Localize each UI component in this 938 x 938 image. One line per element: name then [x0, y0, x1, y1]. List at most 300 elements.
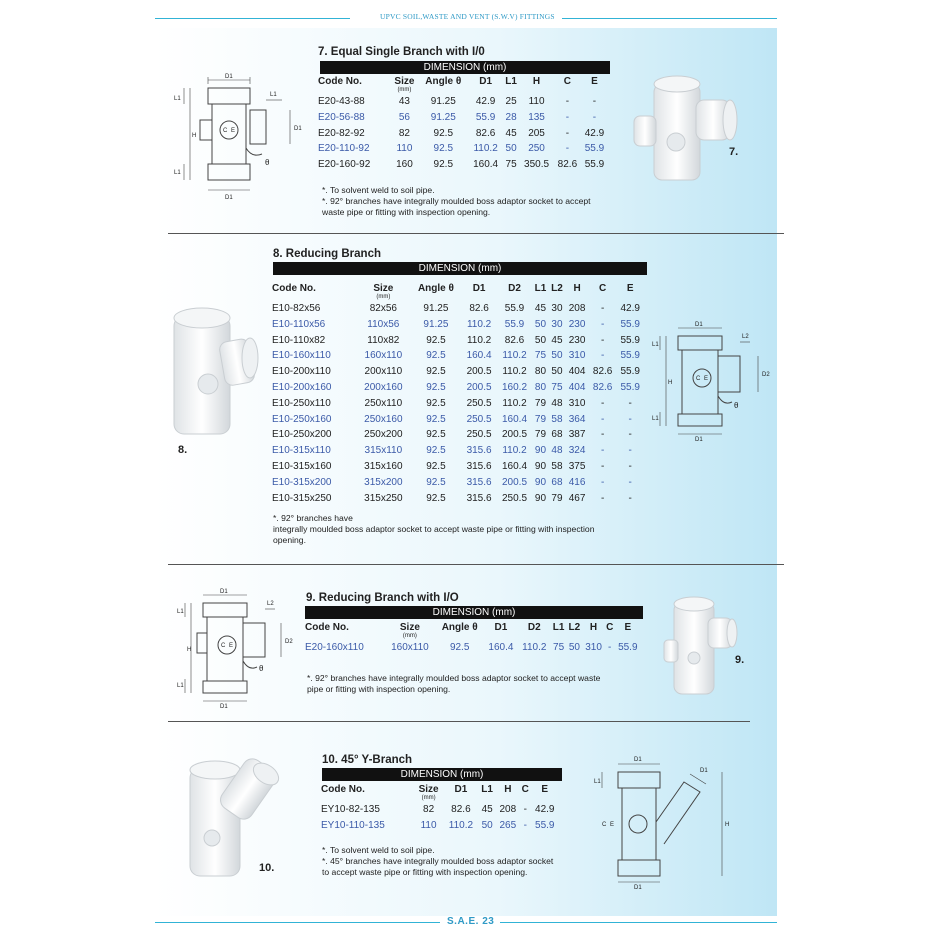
- table-cell: -: [628, 413, 632, 425]
- label-h: H: [192, 133, 197, 139]
- table-cell: 160.4: [473, 159, 499, 171]
- table-cell: 50: [551, 366, 563, 378]
- table-cell: 404: [568, 381, 586, 393]
- table-cell: 110.2: [473, 143, 498, 155]
- table-cell: 55.9: [504, 303, 525, 314]
- table-cell: 92.5: [426, 397, 446, 409]
- column-header: [384, 622, 435, 640]
- table-cell: 160.4: [501, 413, 528, 425]
- label-l1-bottom: L1: [652, 416, 659, 422]
- table-row: [318, 141, 608, 157]
- column-header: [318, 76, 391, 94]
- label-l1: L1: [594, 779, 601, 785]
- table-cell: 92.5: [426, 460, 446, 472]
- table-cell: -: [628, 460, 632, 472]
- footer-rule-right: [500, 922, 777, 923]
- table-cell: 30: [551, 318, 563, 330]
- table-cell: 82.6: [475, 127, 496, 139]
- table-cell: -: [600, 397, 605, 409]
- table-cell: 42.9: [475, 96, 496, 107]
- column-header-label: L1: [505, 76, 517, 87]
- column-header-label: E: [541, 784, 549, 795]
- table-cell: 310: [585, 642, 602, 653]
- table-cell: 200x160: [364, 381, 403, 393]
- column-header-label: L1: [534, 283, 547, 294]
- label-d2: D2: [762, 372, 770, 378]
- section-divider: [168, 721, 750, 722]
- table-cell: 50: [481, 819, 493, 831]
- table-cell: 90: [534, 492, 547, 504]
- section-9-dimension-bar: DIMENSION (mm): [305, 606, 643, 619]
- table-cell: 68: [551, 429, 563, 441]
- header-rule-right: [562, 18, 777, 19]
- label-d1-bottom: D1: [220, 704, 228, 710]
- code-cell: E20-110-92: [318, 143, 370, 155]
- table-cell: 404: [568, 366, 586, 378]
- table-cell: 82x56: [369, 303, 397, 314]
- table-cell: 82.6: [469, 303, 489, 314]
- code-cell: E10-250x200: [272, 429, 332, 441]
- table-cell: -: [600, 429, 605, 441]
- table-cell: 92.5: [433, 127, 454, 139]
- column-header-label: Code No.: [321, 784, 365, 795]
- section-7-title: 7. Equal Single Branch with I/0: [318, 46, 485, 58]
- table-cell: 160.4: [501, 460, 528, 472]
- table-cell: 265: [499, 819, 517, 831]
- table-cell: 92.5: [426, 350, 446, 362]
- size-unit: (mm): [376, 294, 391, 300]
- table-cell: 200.5: [466, 366, 492, 378]
- label-c: C: [696, 376, 701, 382]
- table-cell: 110x82: [367, 334, 400, 346]
- label-c: C: [602, 822, 607, 828]
- table-cell: 91.25: [423, 303, 449, 314]
- section-7-dimension-bar: DIMENSION (mm): [320, 61, 610, 74]
- section-9-notes: [307, 673, 647, 695]
- code-cell: E10-160x110: [272, 350, 331, 362]
- column-header-label: Code No.: [318, 76, 362, 87]
- table-cell: 208: [568, 303, 586, 314]
- table-cell: 208: [499, 804, 517, 815]
- table-cell: 160.4: [466, 350, 492, 362]
- note-line: pipe or fitting with inspection opening.: [307, 684, 451, 694]
- table-cell: 80: [534, 381, 547, 393]
- note-line: *. To solvent weld to soil pipe.: [322, 845, 435, 855]
- table-row: [318, 126, 608, 142]
- column-header-label: C: [606, 622, 614, 633]
- table-cell: -: [600, 445, 605, 457]
- table-cell: 82.6: [504, 334, 525, 346]
- footer-page-label: [447, 916, 494, 927]
- table-cell: 160.4: [488, 642, 514, 653]
- size-unit: (mm): [402, 633, 417, 639]
- table-cell: 90: [534, 445, 547, 457]
- label-e: E: [610, 822, 615, 828]
- code-cell: EY10-110-135: [321, 819, 385, 831]
- column-header: [518, 622, 551, 640]
- table-cell: 79: [534, 429, 547, 441]
- table-cell: 324: [568, 445, 586, 457]
- column-header-label: D2: [527, 622, 541, 633]
- table-cell: 315.6: [466, 492, 492, 504]
- label-l1-top: L1: [177, 609, 184, 615]
- table-cell: 92.5: [426, 429, 446, 441]
- column-header-label: Size: [418, 784, 439, 795]
- table-cell: 42.9: [620, 303, 640, 314]
- table-cell: 387: [568, 429, 586, 441]
- code-cell: E10-250x110: [272, 397, 331, 409]
- table-row: [272, 443, 644, 459]
- table-cell: 82.6: [592, 381, 613, 393]
- code-cell: E10-110x82: [272, 334, 326, 346]
- label-e: E: [704, 376, 709, 382]
- code-cell: E10-315x200: [272, 476, 332, 488]
- table-row: [272, 427, 644, 443]
- table-cell: -: [628, 492, 632, 504]
- column-header-label: Code No.: [305, 622, 349, 633]
- note-line: to accept waste pipe or fitting with inspection opening.: [322, 867, 528, 877]
- size-unit: (mm): [421, 795, 436, 801]
- column-header: [484, 622, 518, 640]
- column-header: [461, 283, 496, 301]
- table-row: [272, 380, 644, 396]
- column-header-label: L1: [481, 784, 493, 795]
- table-row: [318, 110, 608, 126]
- table-cell: -: [600, 476, 605, 488]
- column-header-label: L2: [551, 283, 563, 294]
- table-row: [272, 459, 644, 475]
- column-header: [321, 784, 414, 802]
- table-cell: 75: [505, 159, 517, 171]
- column-header-label: D1: [479, 76, 493, 87]
- table-cell: 160x110: [364, 350, 403, 362]
- table-cell: 315.6: [466, 445, 492, 457]
- table-cell: 92.5: [426, 366, 446, 378]
- column-header-label: H: [504, 784, 512, 795]
- note-line: waste pipe or fitting with inspection opening.: [322, 207, 491, 217]
- column-header-label: L2: [568, 622, 581, 633]
- table-header-row: [318, 76, 608, 94]
- table-cell: -: [600, 350, 605, 362]
- label-l1-side: L1: [270, 92, 277, 98]
- label-d1-top: D1: [225, 74, 233, 80]
- note-line: opening.: [273, 535, 306, 545]
- label-theta: θ: [734, 401, 739, 410]
- table-cell: 43: [398, 96, 410, 107]
- table-cell: 160.2: [501, 381, 528, 393]
- label-l1-top: L1: [652, 342, 659, 348]
- column-header-label: D2: [508, 283, 521, 294]
- table-header-row: [272, 283, 644, 301]
- code-cell: E20-82-92: [318, 127, 365, 139]
- table-cell: 92.5: [426, 413, 446, 425]
- label-theta: θ: [265, 158, 270, 167]
- code-cell: E10-110x56: [272, 318, 326, 330]
- table-cell: 58: [551, 460, 563, 472]
- table-row: [272, 364, 644, 380]
- table-header-row: [321, 784, 559, 802]
- table-cell: 68: [551, 476, 563, 488]
- table-cell: 80: [534, 366, 547, 378]
- column-header-label: E: [626, 283, 634, 294]
- label-d1-branch: D1: [700, 768, 708, 774]
- table-cell: 75: [534, 350, 547, 362]
- section-7-dimension-diagram: [170, 70, 310, 205]
- column-header-label: C: [563, 76, 572, 87]
- column-header: [532, 283, 549, 301]
- label-l2: L2: [742, 334, 749, 340]
- section-8-dimension-bar: DIMENSION (mm): [273, 262, 647, 275]
- note-line: *. 92° branches have integrally moulded boss adaptor socket to accept: [322, 196, 591, 206]
- label-h: H: [725, 822, 730, 828]
- column-header: [554, 76, 581, 94]
- table-cell: 55.9: [535, 819, 555, 831]
- table-cell: 82: [398, 127, 410, 139]
- table-cell: 50: [568, 642, 580, 653]
- table-cell: 135: [528, 111, 545, 123]
- table-cell: 50: [551, 350, 563, 362]
- table-cell: 160: [396, 159, 413, 171]
- table-cell: 50: [534, 318, 547, 330]
- table-cell: 310: [568, 350, 586, 362]
- table-cell: -: [523, 819, 527, 831]
- column-header: [305, 622, 384, 640]
- table-cell: 110.2: [466, 334, 492, 346]
- label-c: C: [223, 128, 228, 134]
- code-cell: EY10-82-135: [321, 804, 380, 815]
- column-header: [410, 283, 461, 301]
- label-theta: θ: [259, 664, 264, 673]
- table-cell: 110.2: [448, 819, 474, 831]
- column-header: [565, 283, 589, 301]
- column-header-label: D1: [494, 622, 508, 633]
- table-cell: 250.5: [466, 429, 492, 441]
- column-header-label: C: [599, 283, 607, 294]
- column-header: [582, 622, 605, 640]
- section-8-notes: [273, 513, 653, 546]
- table-cell: 110: [420, 819, 437, 831]
- section-10-title: 10. 45° Y-Branch: [322, 754, 413, 766]
- table-cell: 250.5: [466, 413, 492, 425]
- column-header: [479, 784, 496, 802]
- column-header: [581, 76, 608, 94]
- footer-rule-left: [155, 922, 440, 923]
- equal-single-branch-io-photo: [632, 72, 742, 190]
- table-row: [318, 94, 608, 110]
- column-header-label: Code No.: [272, 283, 316, 294]
- table-row: [321, 818, 559, 834]
- code-cell: E10-315x250: [272, 492, 332, 504]
- code-cell: E10-315x110: [272, 445, 331, 457]
- column-header: [520, 784, 531, 802]
- table-cell: -: [600, 318, 605, 330]
- label-l2: L2: [267, 601, 274, 607]
- table-cell: 30: [551, 303, 563, 314]
- table-cell: 45: [481, 804, 493, 815]
- table-cell: -: [628, 445, 632, 457]
- table-cell: 92.5: [426, 381, 446, 393]
- table-cell: 160x110: [391, 642, 429, 653]
- label-d1-bottom: D1: [225, 195, 233, 201]
- column-header: [468, 76, 503, 94]
- table-cell: 250x110: [364, 397, 403, 409]
- table-cell: -: [565, 96, 570, 107]
- table-cell: 467: [568, 492, 586, 504]
- reducing-branch-io-photo: [660, 592, 740, 702]
- table-cell: 45: [534, 303, 547, 314]
- label-h: H: [187, 647, 192, 653]
- label-c: C: [221, 643, 226, 649]
- section-9-title: 9. Reducing Branch with I/O: [306, 592, 459, 604]
- table-cell: 250x200: [364, 429, 403, 441]
- table-cell: 50: [534, 334, 547, 346]
- note-line: *. 92° branches have: [273, 513, 353, 523]
- table-cell: 416: [568, 476, 586, 488]
- table-cell: 110: [396, 143, 413, 155]
- table-cell: 92.5: [426, 334, 446, 346]
- label-d1-side: D1: [294, 126, 302, 132]
- table-cell: 315.6: [466, 476, 492, 488]
- table-cell: 55.9: [475, 111, 496, 123]
- section-divider: [168, 233, 784, 234]
- column-header-label: Size: [373, 283, 394, 294]
- section-10-dimension-diagram: [592, 752, 742, 890]
- table-cell: 110.2: [522, 642, 547, 653]
- label-h: H: [668, 380, 673, 386]
- code-cell: E10-250x160: [272, 413, 332, 425]
- table-row: [272, 301, 644, 317]
- section-7-number: 7.: [729, 146, 739, 158]
- label-l1-bottom: L1: [177, 683, 184, 689]
- note-line: *. To solvent weld to soil pipe.: [322, 185, 435, 195]
- table-cell: 91.25: [430, 96, 456, 107]
- code-cell: E10-82x56: [272, 303, 321, 314]
- table-cell: 110.2: [466, 318, 492, 330]
- column-header-label: Angle θ: [417, 283, 454, 294]
- table-cell: 79: [534, 397, 547, 409]
- table-row: [321, 802, 559, 818]
- table-cell: -: [592, 96, 597, 107]
- table-cell: -: [600, 492, 605, 504]
- table-cell: 48: [551, 397, 563, 409]
- column-header: [356, 283, 410, 301]
- table-cell: 315x110: [364, 445, 403, 457]
- table-cell: -: [628, 397, 632, 409]
- column-header-label: C: [521, 784, 529, 795]
- column-header-label: L1: [552, 622, 565, 633]
- section-10-dimension-bar: DIMENSION (mm): [322, 768, 562, 781]
- table-cell: 82.6: [451, 804, 471, 815]
- footer-page-number: 23: [482, 916, 495, 927]
- table-row: [305, 640, 641, 656]
- column-header: [391, 76, 419, 94]
- column-header: [566, 622, 582, 640]
- table-cell: 42.9: [535, 804, 555, 815]
- table-cell: 92.5: [426, 445, 446, 457]
- table-cell: 55.9: [618, 642, 638, 653]
- section-8-number: 8.: [178, 444, 188, 456]
- table-cell: 90: [534, 476, 547, 488]
- table-cell: 250: [528, 143, 545, 155]
- code-cell: E20-160-92: [318, 159, 371, 171]
- table-cell: 92.5: [433, 143, 454, 155]
- table-cell: 91.25: [430, 111, 456, 123]
- table-cell: 315x160: [364, 460, 403, 472]
- table-cell: 82.6: [592, 366, 613, 378]
- column-header-label: Angle θ: [441, 622, 478, 633]
- table-cell: 200.5: [466, 381, 492, 393]
- section-10-number: 10.: [259, 862, 275, 874]
- footer-brand: S.A.E.: [447, 916, 479, 927]
- column-header-label: Size: [399, 622, 420, 633]
- label-l1-top: L1: [174, 96, 181, 102]
- code-cell: E10-315x160: [272, 460, 332, 472]
- column-header: [443, 784, 478, 802]
- column-header: [531, 784, 559, 802]
- note-line: *. 45° branches have integrally moulded boss adaptor socket: [322, 856, 554, 866]
- table-cell: 55.9: [620, 381, 640, 393]
- column-header: [589, 283, 617, 301]
- table-cell: -: [628, 476, 632, 488]
- table-cell: 48: [551, 445, 563, 457]
- table-cell: -: [608, 642, 612, 653]
- label-d1-top: D1: [634, 757, 642, 763]
- table-cell: 92.5: [433, 159, 454, 171]
- section-8-table: [272, 283, 644, 506]
- table-row: [272, 348, 644, 364]
- header-title: UPVC SOIL,WASTE AND VENT (S.W.V) FITTINGS: [380, 12, 555, 21]
- column-header: [496, 784, 520, 802]
- column-header-label: H: [573, 283, 581, 294]
- section-8-title: 8. Reducing Branch: [273, 248, 381, 260]
- table-cell: 42.9: [584, 127, 605, 139]
- table-cell: 350.5: [524, 159, 550, 171]
- table-cell: 45: [551, 334, 563, 346]
- section-8-dimension-diagram: [650, 318, 780, 443]
- table-cell: -: [523, 804, 527, 815]
- table-cell: 364: [568, 413, 586, 425]
- reducing-branch-photo: [168, 304, 264, 444]
- column-header-label: H: [589, 622, 598, 633]
- table-cell: -: [600, 334, 605, 346]
- table-cell: 92.5: [449, 642, 470, 653]
- column-header: [519, 76, 554, 94]
- column-header: [616, 283, 644, 301]
- section-9-dimension-diagram: [175, 585, 300, 710]
- table-cell: 315x250: [364, 492, 403, 504]
- table-cell: -: [565, 127, 570, 139]
- label-d1-bottom: D1: [695, 437, 703, 443]
- table-row: [318, 157, 608, 173]
- table-cell: 56: [398, 111, 410, 123]
- table-row: [272, 333, 644, 349]
- column-header: [435, 622, 484, 640]
- table-header-row: [305, 622, 641, 640]
- table-cell: 205: [528, 127, 545, 139]
- table-cell: 58: [551, 413, 563, 425]
- table-cell: 28: [505, 111, 517, 123]
- table-cell: -: [592, 111, 597, 123]
- table-cell: 250x160: [364, 413, 403, 425]
- column-header: [497, 283, 532, 301]
- label-e: E: [231, 128, 236, 134]
- column-header: [615, 622, 641, 640]
- table-cell: 315x200: [364, 476, 403, 488]
- table-cell: 250.5: [501, 492, 528, 504]
- code-cell: E10-200x160: [272, 381, 332, 393]
- table-cell: -: [565, 143, 570, 155]
- code-cell: E20-43-88: [318, 96, 365, 107]
